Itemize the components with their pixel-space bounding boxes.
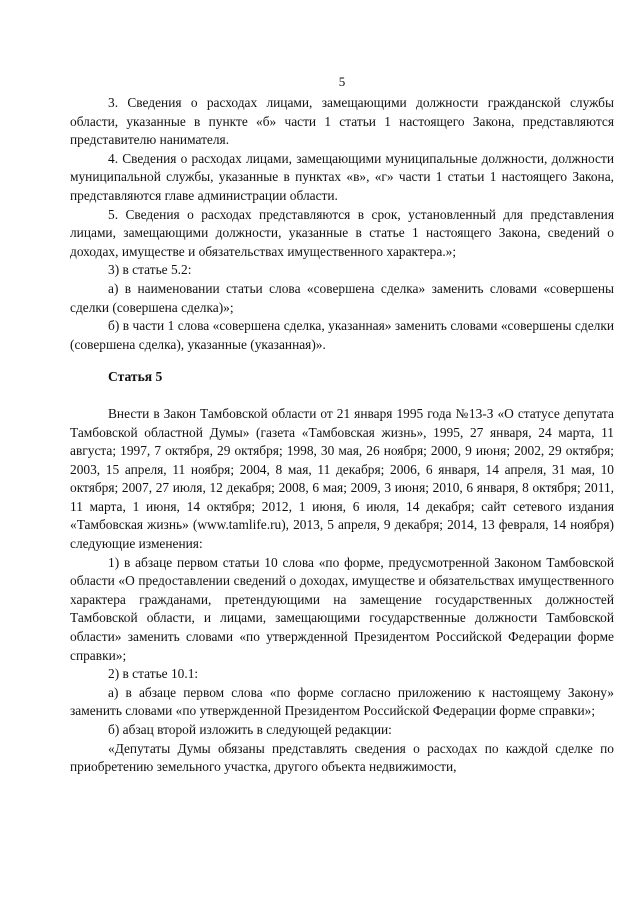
page-number: 5	[338, 74, 346, 89]
article-heading: Статья 5	[108, 369, 163, 385]
article-5-item-2a: а) в абзаце первом слова «по форме согласно приложению к настоящему Закону» заменить словами «по утвержденной Президентом Российской Федерации форме справки»;	[70, 684, 614, 719]
item-3-article-5-2: 3) в статье 5.2:	[108, 262, 192, 278]
article-5-intro: Внести в Закон Тамбовской области от 21 января 1995 года №13-З «О статусе депутата Тамбовской областной Думы» (газета «Тамбовская жизнь», 1995, 27 января, 24 марта, 11 августа; 1997, 7 октября, 29 октября; 1998, 30 мая, 26 ноября; 2000, 9 июня; 2002, 29 октября; 2003, 15 апреля, 11 ноября; 2004, 8 мая, 11 декабря; 2006, 6 января, 14 апреля, 31 мая, 10 октября; 2007, 27 июля, 12 декабря; 2008, 6 мая; 2009, 3 июня; 2010, 6 января, 8 октября; 2011, 11 марта, 1 июня, 14 октября; 2012, 1 июня, 6 июля, 14 декабря; сайт сетевого издания «Тамбовская жизнь» (www.tamlife.ru), 2013, 5 апреля, 9 декабря; 2014, 13 февраля, 14 ноября) следующие изменения:	[70, 405, 614, 552]
item-a-article-5-2: а) в наименовании статьи слова «совершена сделка» заменить словами «совершены сделки (совершена сделка)»;	[70, 280, 614, 315]
article-5-item-2b: б) абзац второй изложить в следующей редакции:	[108, 722, 392, 737]
paragraph-4: 4. Сведения о расходах лицами, замещающими муниципальные должности, должности муниципальной службы, указанные в пунктах «в», «г» части 1 статьи 1 настоящего Закона, представляются главе администрации области.	[70, 150, 614, 203]
article-5-item-2: 2) в статье 10.1:	[108, 666, 199, 682]
item-b-article-5-2: б) в части 1 слова «совершена сделка, указанная» заменить словами «совершены сделки (совершена сделка), указанные (указанная)».	[70, 318, 614, 352]
article-5-quote: «Депутаты Думы обязаны представлять сведения о расходах по каждой сделке по приобретению земельного участка, другого объекта недвижимости,	[70, 740, 614, 775]
paragraph-5: 5. Сведения о расходах представляются в срок, установленный для представления лицами, замещающими должности, указанные в статье 1 настоящего Закона, сведений о доходах, имуществе и обязательствах имущественного характера.»;	[70, 206, 614, 259]
paragraph-3: 3. Сведения о расходах лицами, замещающими должности гражданской службы области, указанные в пункте «б» части 1 статьи 1 настоящего Закона, представляются представителю нанимателя.	[70, 95, 614, 148]
article-5-item-1: 1) в абзаце первом статьи 10 слова «по форме, предусмотренной Законом Тамбовской области «О предоставлении сведений о доходах, имуществе и обязательствах имущественного характера гражданами, претендующими на замещение государственных должностей Тамбовской области, и лицами, замещающими государственные должности Тамбовской области» заменить словами «по утвержденной Президентом Российской Федерации форме справки»;	[70, 554, 614, 663]
